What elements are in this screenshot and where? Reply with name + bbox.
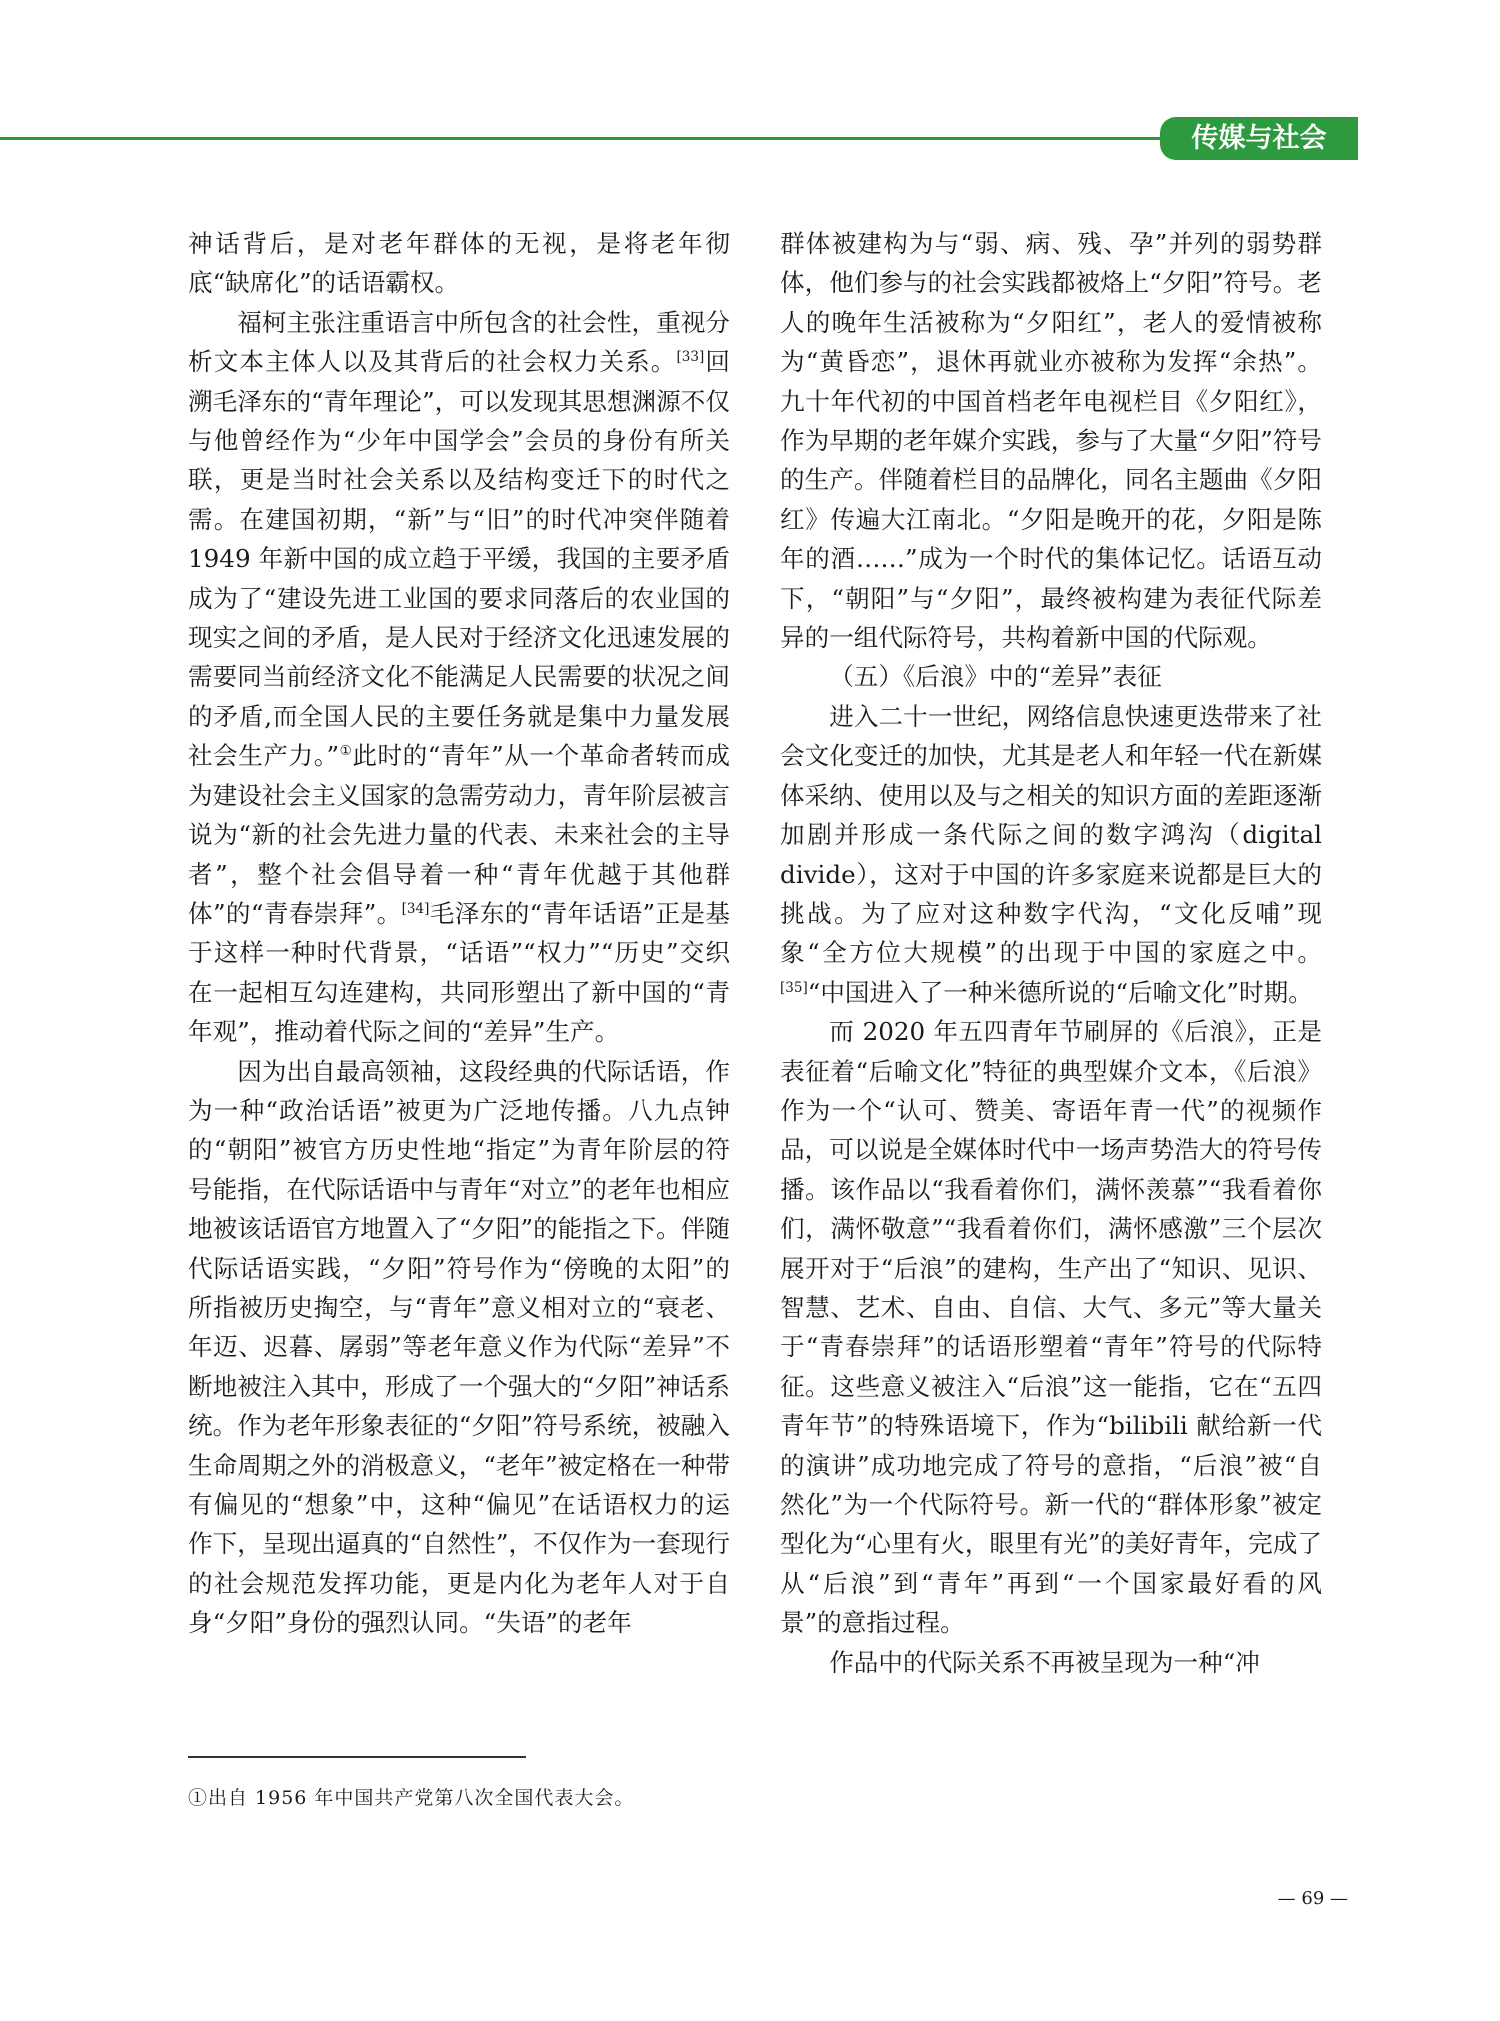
citation-ref: [34] — [401, 900, 430, 917]
left-column — [188, 224, 730, 1643]
footnote-divider — [188, 1756, 526, 1758]
footnote-ref: ① — [339, 743, 353, 760]
citation-ref: [33] — [676, 349, 705, 366]
text-span: 福柯主张注重语言中所包含的社会性，重视分析文本主体人以及其背后的社会权力关系。 — [188, 307, 730, 377]
section-label: 传媒与社会 — [1160, 117, 1358, 160]
text-span: 此时的“青年”从一个革命者转而成为建设社会主义国家的急需劳动力，青年阶层被言说为“新的社会先进力量的代表、未来社会的主导者”，整个社会倡导着一种“青年优越于其他群体”的“青春崇拜”。 — [188, 741, 730, 928]
section-heading: （五）《后浪》中的“差异”表征 — [829, 662, 1162, 692]
paragraph — [188, 303, 730, 1052]
citation-ref: [35] — [780, 979, 808, 996]
text-span: 进入二十一世纪，网络信息快速更迭带来了社会文化变迁的加快，尤其是老人和年轻一代在新媒体采纳、使用以及与之相关的知识方面的差距逐渐加剧并形成一条代际之间的数字鸿沟（digital divide），这对于中国的许多家庭来说都是巨大的挑战。为了应对这种数字代沟，“文化反哺”现象“全方位大规模”的出现于中国的家庭之中。 — [780, 701, 1322, 968]
paragraph: 因为出自最高领袖，这段经典的代际话语，作为一种“政治话语”被更为广泛地传播。八九点钟的“朝阳”被官方历史性地“指定”为青年阶层的符号能指，在代际话语中与青年“对立”的老年也相应地被该话语官方地置入了“夕阳”的能指之下。伴随代际话语实践，“夕阳”符号作为“傍晚的太阳”的所指被历史掏空，与“青年”意义相对立的“衰老、年迈、迟暮、孱弱”等老年意义作为代际“差异”不断地被注入其中，形成了一个强大的“夕阳”神话系统。作为老年形象表征的“夕阳”符号系统，被融入生命周期之外的消极意义，“老年”被定格在一种带有偏见的“想象”中，这种“偏见”在话语权力的运作下，呈现出逼真的“自然性”，不仅作为一套现行的社会规范发挥功能，更是内化为老年人对于自身“夕阳”身份的强烈认同。“失语”的老年 — [188, 1056, 730, 1638]
paragraph — [780, 697, 1322, 1012]
paragraph: 而 2020 年五四青年节刷屏的《后浪》，正是表征着“后喻文化”特征的典型媒介文本，《后浪》作为一个“认可、赞美、寄语年青一代”的视频作品，可以说是全媒体时代中一场声势浩大的符号传播。该作品以“我看着你们，满怀羡慕”“我看着你们，满怀敬意”“我看着你们，满怀感激”三个层次展开对于“后浪”的建构，生产出了“知识、见识、智慧、艺术、自由、自信、大气、多元”等大量关于“青春崇拜”的话语形塑着“青年”符号的代际特征。这些意义被注入“后浪”这一能指，它在“五四青年节”的特殊语境下，作为“bilibili 献给新一代的演讲”成功地完成了符号的意指，“后浪”被“自然化”为一个代际符号。新一代的“群体形象”被定型化为“心里有火，眼里有光”的美好青年，完成了从“后浪”到“青年”再到“一个国家最好看的风景”的意指过程。 — [780, 1017, 1322, 1638]
page-number: — 69 — — [1277, 1888, 1348, 1909]
text-span: 回溯毛泽东的“青年理论”，可以发现其思想渊源不仅与他曾经作为“少年中国学会”会员的身份有所关联，更是当时社会关系以及结构变迁下的时代之需。在建国初期，“新”与“旧”的时代冲突伴随着 1949 年新中国的成立趋于平缓，我国的主要矛盾成为了“建设先进工业国的要求同落后的农业国的现实之间的矛盾，是人民对于经济文化迅速发展的需要同当前经济文化不能满足人民需要的状况之间的矛盾,而全国人民的主要任务就是集中力量发展社会生产力。” — [188, 347, 730, 771]
text-span: “中国进入了一种米德所说的“后喻文化”时期。 — [807, 977, 1313, 1007]
footnote: ①出自 1956 年中国共产党第八次全国代表大会。 — [188, 1787, 635, 1809]
text-span: 毛泽东的“青年话语”正是基于这样一种时代背景，“话语”“权力”“历史”交织在一起相互勾连建构，共同形塑出了新中国的“青年观”，推动着代际之间的“差异”生产。 — [188, 898, 730, 1047]
paragraph: 作品中的代际关系不再被呈现为一种“冲 — [829, 1647, 1260, 1677]
header-rule — [0, 137, 1180, 140]
paragraph: 神话背后，是对老年群体的无视，是将老年彻底“缺席化”的话语霸权。 — [188, 229, 730, 298]
paragraph: 群体被建构为与“弱、病、残、孕”并列的弱势群体，他们参与的社会实践都被烙上“夕阳”符号。老人的晚年生活被称为“夕阳红”，老人的爱情被称为“黄昏恋”，退休再就业亦被称为发挥“余热”。九十年代初的中国首档老年电视栏目《夕阳红》，作为早期的老年媒介实践，参与了大量“夕阳”符号的生产。伴随着栏目的品牌化，同名主题曲《夕阳红》传遍大江南北。“夕阳是晚开的花，夕阳是陈年的酒……”成为一个时代的集体记忆。话语互动下，“朝阳”与“夕阳”，最终被构建为表征代际差异的一组代际符号，共构着新中国的代际观。 — [780, 229, 1322, 653]
right-column — [780, 224, 1322, 1682]
